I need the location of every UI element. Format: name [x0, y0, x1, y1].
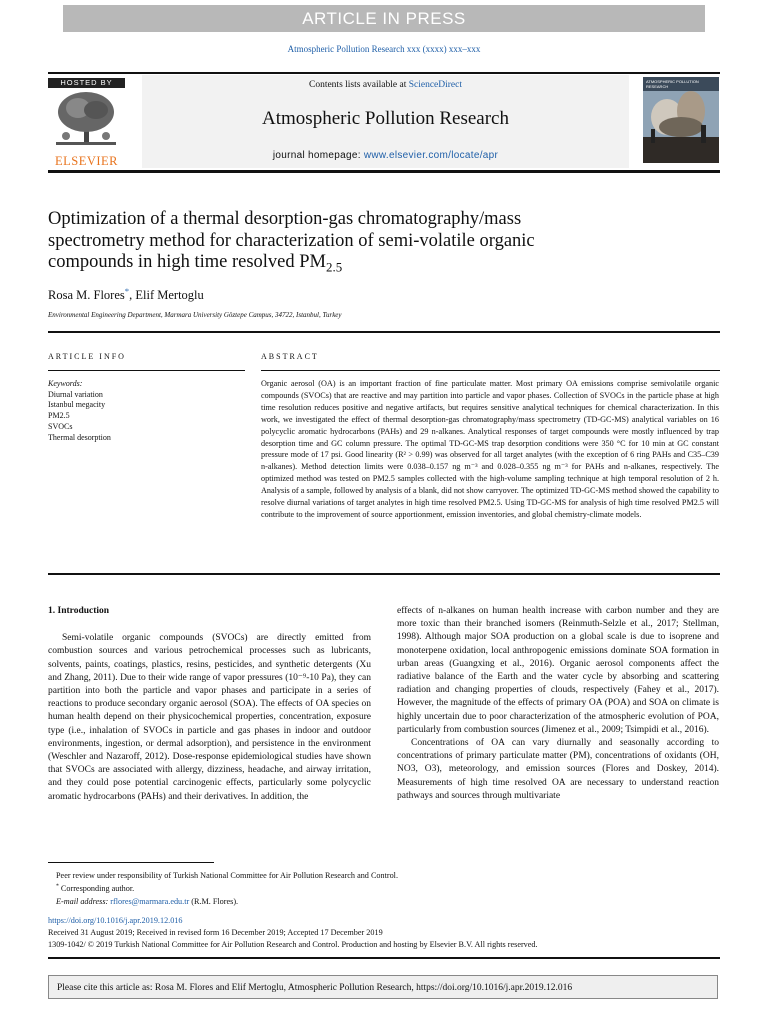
- keyword: PM2.5: [48, 411, 70, 421]
- keyword: Diurnal variation: [48, 389, 103, 399]
- corresponding-text: Corresponding author.: [60, 884, 135, 893]
- intro-paragraph: effects of n-alkanes on human health increase with carbon number and they are more toxic than their branched isomers (Reinmuth-Selzle et al., 2017; Stellman, 1998). Although major SOA production on a global scale is due to isoprene and monoterpene oxidation, local anthropogenic emissions dominate SOA formation in urban areas (Guangxing et al., 2016). Organic aerosol components affect the radiative balance of the Earth and the water cycle by absorbing and scattering radiation and changing properties of clouds, respectively (Fahey et al., 2017). However, the magnitude of the effects of primary OA (POA) and SOA on climate is highly uncertain due to poor characterization of the atmospheric evolution of POA, particularly from combustion sources (Jimenez et al., 2009; Tsimpidi et al., 2016).: [397, 606, 719, 735]
- hosted-by-label: HOSTED BY: [48, 78, 125, 88]
- sciencedirect-link[interactable]: ScienceDirect: [408, 80, 462, 90]
- keywords-block: [48, 379, 111, 443]
- title-main: Optimization of a thermal desorption-gas chromatography/mass spectrometry method for characterization of semi-volatile organic compounds in high time resolved PM: [48, 209, 535, 272]
- intro-paragraph: Concentrations of OA can vary diurnally and seasonally according to concentrations of primary particulate matter (PM), concentrations of oxidants (OH, NO3, O3), meteorology, and emission sources (Flores and Doskey, 2014). Measurements of high time resolved OA are necessary to understand reaction pathways and sources through multivariate: [397, 738, 719, 801]
- elsevier-tree-icon: [48, 88, 125, 150]
- footnote-rule: [48, 862, 214, 863]
- footnotes: [48, 869, 720, 908]
- homepage-prefix: journal homepage:: [272, 150, 364, 161]
- corresponding-author-mark[interactable]: *: [124, 285, 130, 296]
- elsevier-wordmark: ELSEVIER: [54, 154, 119, 168]
- received-dates: Received 31 August 2019; Received in revised form 16 December 2019; Accepted 17 December 2019: [48, 928, 383, 937]
- article-info-rule: [48, 370, 245, 371]
- author-list: [48, 285, 204, 303]
- author-email-link[interactable]: rflores@marmara.edu.tr: [110, 897, 190, 906]
- peer-review-note: Peer review under responsibility of Turkish National Committee for Air Pollution Research and Control.: [56, 871, 399, 880]
- introduction-heading: 1. Introduction: [48, 606, 110, 616]
- keyword: SVOCs: [48, 421, 73, 431]
- keyword: Istanbul megacity: [48, 400, 106, 410]
- cite-this-article-box: Please cite this article as: Rosa M. Flores and Elif Mertoglu, Atmospheric Pollution Research, https://doi.org/10.1016/j.apr.2019.12.016: [48, 975, 718, 999]
- abstract-body: [261, 378, 719, 521]
- right-column: [397, 605, 719, 803]
- cite-top-rule: [48, 957, 720, 959]
- journal-name: Atmospheric Pollution Research: [262, 108, 509, 129]
- elsevier-logo: [48, 78, 125, 168]
- email-note: [48, 895, 720, 908]
- journal-reference-link[interactable]: Atmospheric Pollution Research xxx (xxxx) xxx–xxx: [287, 44, 481, 54]
- contents-line: [142, 80, 629, 90]
- author-separator: ,: [129, 288, 136, 302]
- abstract-bottom-rule: [48, 573, 720, 575]
- masthead-top-rule: [48, 72, 720, 74]
- journal-cover-art: [643, 77, 719, 163]
- info-top-rule: [48, 331, 720, 333]
- article-in-press-banner: ARTICLE IN PRESS: [63, 5, 705, 32]
- keyword: Thermal desorption: [48, 432, 111, 442]
- doi-block: [48, 915, 720, 951]
- journal-cover-image: [643, 77, 719, 163]
- intro-paragraph: Semi-volatile organic compounds (SVOCs) are directly emitted from combustion sources and various petrochemical processes such as lubricants, solvents, paints, coatings, plastics, resins, pesticides, and synthetic detergents (Xu and Zhang, 2011). Due to their wide range of vapor pressures (10⁻⁹-10 Pa), they can partition into both the particle and vapor phases and participate in a series of reactions to produce secondary organic aerosol (SOA). The effects of OA species on human health depend on their physicochemical properties, concentration, exposure type (i.e., inhalation of SVOCs in particle and gas phases in indoor and outdoor environments, ingestion, or dermal adsorption), and persistence in the environment (Weschler and Nazaroff, 2012). Dose-response epidemiological studies have shown that SVOCs are associated with allergy, dizziness, headache, and airway irritation, and they could pose potential carcinogenic effects, particularly some polycyclic aromatic hydrocarbons (PAHs) and their derivatives. In addition, the: [48, 633, 371, 802]
- abstract-text: Organic aerosol (OA) is an important fraction of fine particulate matter. Most primary OA emissions comprise semivolatile organic compounds (SVOCs) that are reactive and may partition into particle and vapor phases. Collection of SVOCs in the particle phase at high time resolution reduces positive and negative artifacts, but requires sensitive analytical techniques for chemical characterization. In this work, we investigated the effect of thermal desorption-gas chromatography/mass spectrometry (TD-GC-MS) analytical variables on 16 polycyclic aromatic hydrocarbons (PAHs) and 29 n-alkanes. Analytical responses of target compounds were mostly influenced by trap desorption time and GC column pressure. The optimal TD-GC-MS trap desorption conditions were 350 °C for 10 min at GC constant pressure mode of 17 psi. Good linearity (R² > 0.99) was observed for all target analytes (with the exception of 6 ring PAHs and C35–C39 n-alkanes). Method detection limits were 0.038–0.157 ng m⁻³ and 0.028–0.355 ng m⁻³ for PAHs and n-alkanes, respectively. The optimized method was tested on PM2.5 samples collected with the high-volume sampling technique at high temporal resolution of 2 h. Analysis of a sample, followed by analysis of a blank, did not show carryover. The optimized TD-GC-MS method showed the capability to resolve diurnal variations of target analytes in high time resolved PM2.5. Using TD-GC-MS for analysis of high time resolved PM2.5 will contribute to the improvement of source apportionment, emission inventories, and global chemistry-climate models.: [261, 379, 719, 519]
- author-flores: Rosa M. Flores: [48, 288, 125, 302]
- email-suffix: (R.M. Flores).: [189, 897, 239, 906]
- abstract-heading: ABSTRACT: [261, 352, 319, 361]
- article-info-heading: ARTICLE INFO: [48, 352, 126, 361]
- title-subscript: 2.5: [326, 259, 343, 275]
- journal-homepage-line: [142, 150, 629, 161]
- masthead-bottom-rule: [48, 170, 720, 173]
- email-label: E-mail address:: [56, 897, 111, 906]
- copyright-line: 1309-1042/ © 2019 Turkish National Committee for Air Pollution Research and Control. Production and hosting by Elsevier B.V. All rights reserved.: [48, 940, 538, 949]
- corresponding-author-note: * Corresponding author.: [56, 883, 135, 893]
- keywords-label: Keywords:: [48, 379, 83, 388]
- author-mertoglu: Elif Mertoglu: [135, 288, 204, 302]
- cover-title: ATMOSPHERIC POLLUTION RESEARCH: [646, 79, 699, 89]
- doi-link[interactable]: https://doi.org/10.1016/j.apr.2019.12.016: [48, 916, 183, 925]
- left-column: [48, 605, 371, 804]
- contents-prefix: Contents lists available at: [308, 80, 409, 90]
- journal-homepage-link[interactable]: www.elsevier.com/locate/apr: [363, 150, 499, 161]
- article-title: [48, 209, 608, 274]
- affiliation: Environmental Engineering Department, Marmara University Göztepe Campus, 34722, Istanbul, Turkey: [48, 311, 342, 319]
- abstract-rule: [261, 370, 720, 371]
